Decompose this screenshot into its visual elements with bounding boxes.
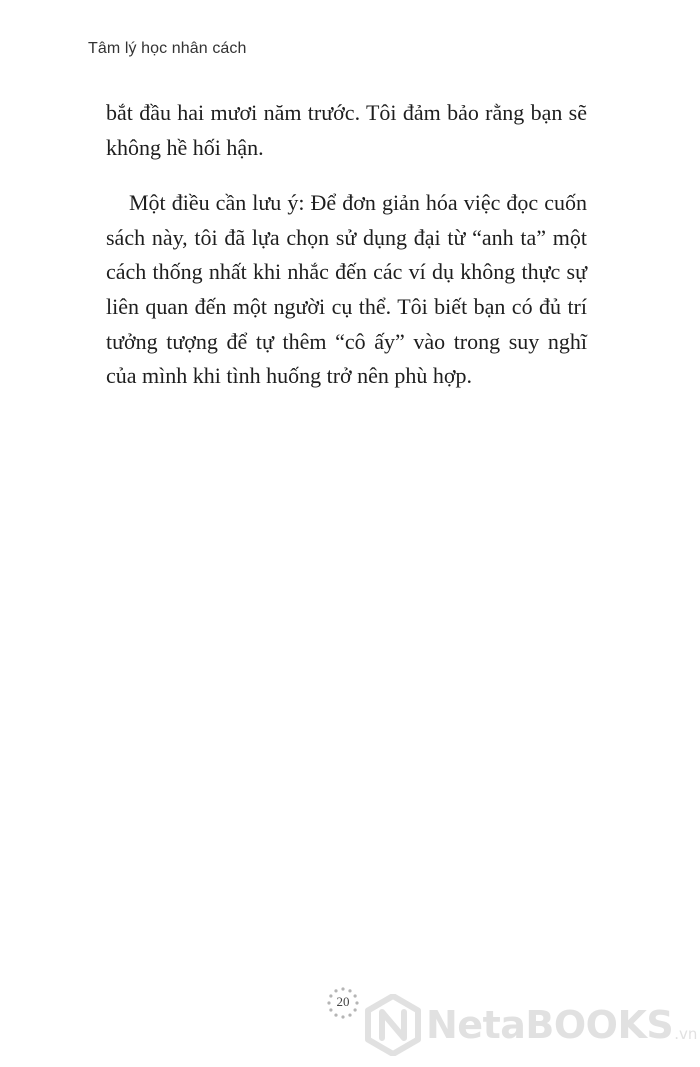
- watermark: [362, 993, 697, 1057]
- running-header: Tâm lý học nhân cách: [88, 40, 247, 57]
- body-text: [106, 96, 587, 415]
- paragraph-continued: bắt đầu hai mươi năm trước. Tôi đảm bảo rằng bạn sẽ không hề hối hận.: [106, 100, 587, 160]
- page-number: 20: [336, 994, 350, 1009]
- page-number-ornament: [326, 986, 360, 1020]
- netabooks-logo-icon: [362, 994, 424, 1056]
- paragraph-pronoun-note: Một điều cần lưu ý: Để đơn giản hóa việc đọc cuốn sách này, tôi đã lựa chọn sử dụng đại từ “anh ta” một cách thống nhất khi nhắc đến các ví dụ không thực sự liên quan đến một người cụ thể. Tôi biết bạn có đủ trí tưởng tượng để tự thêm “cô ấy” vào trong suy nghĩ của mình khi tình huống trở nên phù hợp.: [106, 190, 587, 389]
- watermark-name: NetaBOOKS: [426, 1003, 674, 1047]
- watermark-suffix: .vn: [674, 1025, 698, 1043]
